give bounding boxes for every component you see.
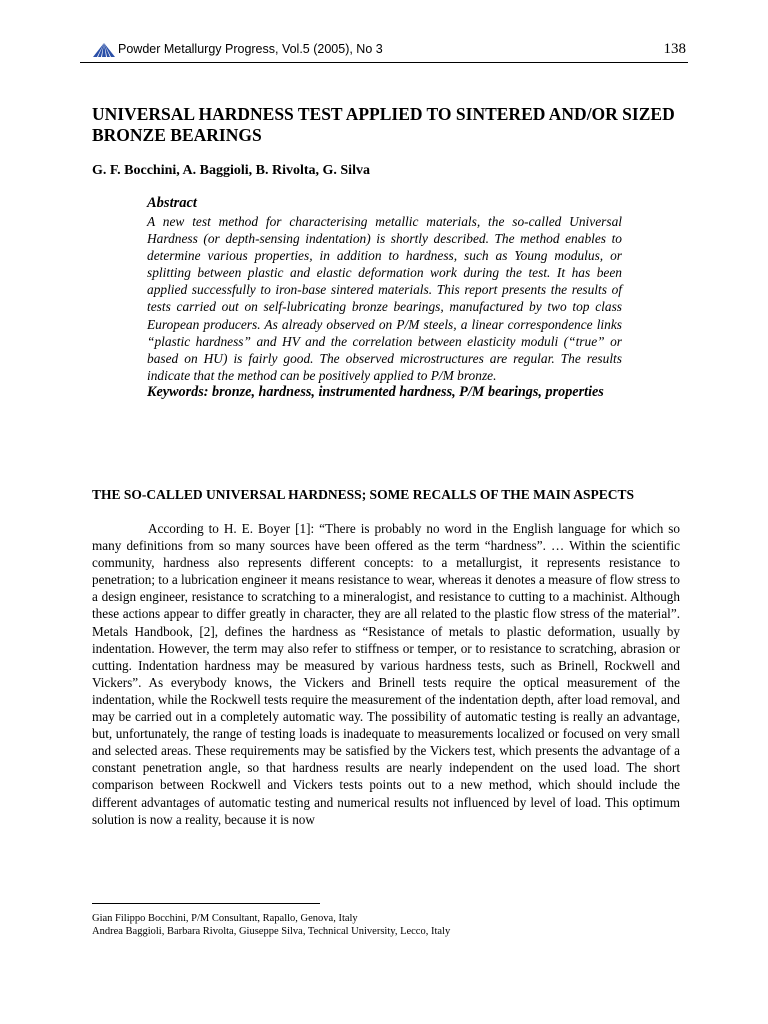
abstract-text: A new test method for characterising metallic materials, the so-called Universal Hardness (or depth-sensing indentation) is shortly described. The method enables to determine various properties, in addition to hardness, such as Young modulus, or splitting between plastic and elastic deformation work during the test. It has been applied successfully to iron-base sintered materials. This report presents the results of tests carried out on self-lubricating bronze bearings, manufactured by two top class European producers. As already observed on P/M steels, a linear correspondence links “plastic hardness” and HV and the correlation between elasticity moduli (“true” or based on HU) is fairly good. The observed microstructures are regular. The results indicate that the method can be positively applied to P/M bronze. <box>147 214 622 383</box>
paper-title: UNIVERSAL HARDNESS TEST APPLIED TO SINTERED AND/OR SIZED BRONZE BEARINGS <box>92 104 675 145</box>
section-body: According to H. E. Boyer [1]: “There is probably no word in the English language for which so many definitions from so many sources have been offered as the term “hardness”. … Within the scientific community, hardness also represents different concepts: to a metallurgist, it represents resistance to penetration; to a lubrication engineer it means resistance to wear, whereas it denotes a measure of flow stress to a design engineer, resistance to scratching to a mineralogist, and resistance to cutting to a machinist. Although these actions appear to differ greatly in character, they are all related to the plastic flow stress of the material”. Metals Handbook, [2], defines the hardness as “Resistance of metals to plastic deformation, usually by indentation. However, the term may also refer to stiffness or temper, or to resistance to scratching, abrasion or cutting. Indentation hardness may be measured by various hardness tests, such as Brinell, Rockwell and Vickers”. As everybody knows, the Vickers and Brinell tests require the optical measurement of the indentation, while the Rockwell tests require the measurement of the indentation depth, after load removal, and may be carried out in a completely automatic way. The possibility of automatic testing is really an advantage, but, unfortunately, the range of testing loads is inadequate to measurements localized or focused on very small and selected areas. These requirements may be satisfied by the Vickers test, which presents the advantage of a constant penetration angle, so that hardness results are nearly independent on the used load. The short comparison between Rockwell and Vickers tests points out to a new method, which should include the different advantages of automatic testing and numerical results not influenced by level of load. This optimum solution is now a reality, because it is now <box>92 521 680 827</box>
page-header <box>80 40 688 63</box>
keywords: Keywords: bronze, hardness, instrumented hardness, P/M bearings, properties <box>147 383 604 400</box>
journal-citation: Powder Metallurgy Progress, Vol.5 (2005), No 3 <box>118 42 383 56</box>
section-heading: THE SO-CALLED UNIVERSAL HARDNESS; SOME RECALLS OF THE MAIN ASPECTS <box>92 487 634 502</box>
abstract-heading: Abstract <box>147 195 197 211</box>
footnote-2: Andrea Baggioli, Barbara Rivolta, Giuseppe Silva, Technical University, Lecco, Italy <box>92 926 451 937</box>
author-list: G. F. Bocchini, A. Baggioli, B. Rivolta, G. Silva <box>92 163 370 178</box>
journal-logo-icon <box>92 43 116 57</box>
footnote-1: Gian Filippo Bocchini, P/M Consultant, Rapallo, Genova, Italy <box>92 913 358 924</box>
abstract-block <box>147 193 622 401</box>
footnote-divider <box>92 903 320 904</box>
page-number: 138 <box>663 41 686 57</box>
